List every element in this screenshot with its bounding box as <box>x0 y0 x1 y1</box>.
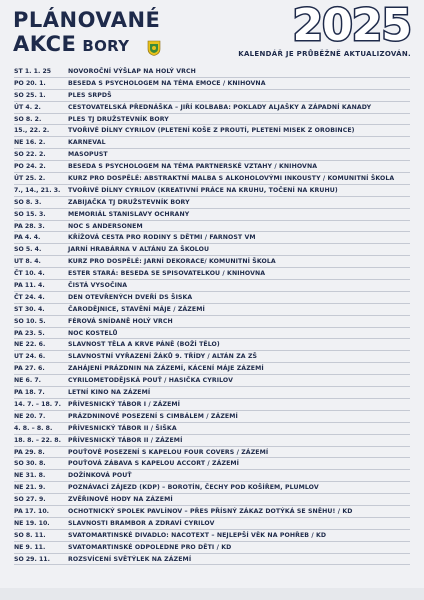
event-date: 15., 22. 2. <box>14 127 50 135</box>
event-title: DOŽÍNKOVÁ POUŤ <box>68 472 132 480</box>
list-item <box>0 292 424 304</box>
list-item <box>0 125 424 137</box>
title-akce: AKCE <box>13 32 77 56</box>
event-title: BESEDA S PSYCHOLOGEM NA TÉMA EMOCE / KNIHOVNA <box>68 79 266 87</box>
list-item <box>0 494 424 506</box>
event-title: MEMORIÁL STANISLAVY OCHRANY <box>68 210 190 218</box>
event-date: PA 17. 10. <box>14 507 49 515</box>
list-item <box>0 149 424 161</box>
list-item <box>0 423 424 435</box>
event-title: KŘÍŽOVÁ CESTA PRO RODINY S DĚTMI / FARNOST VM <box>68 234 256 242</box>
list-item <box>0 399 424 411</box>
event-date: 18. 8. – 22. 8. <box>14 436 61 444</box>
list-item <box>0 447 424 459</box>
event-title: LETNÍ KINO NA ZÁZEMÍ <box>68 389 151 397</box>
event-title: POZNÁVACÍ ZÁJEZD (KDP) – BOROTÍN, ČECHY POD KOŠÍŘEM, PLUMLOV <box>68 484 319 492</box>
event-title: ESTER STARÁ: BESEDA SE SPISOVATELKOU / KNIHOVNA <box>68 270 266 278</box>
event-title: PŘÍVESNICKÝ TÁBOR I / ZÁZEMÍ <box>68 400 181 408</box>
event-date: SO 10. 5. <box>14 317 46 325</box>
event-date: SO 8. 2. <box>14 115 42 123</box>
event-date: NE 16. 2. <box>14 139 46 147</box>
event-title: PLES TJ DRUŽSTEVNÍK BORY <box>68 115 169 123</box>
event-title: NOC KOSTELŮ <box>68 329 118 337</box>
list-item <box>0 542 424 554</box>
list-item <box>0 554 424 566</box>
event-date: NE 6. 7. <box>14 377 42 385</box>
list-item <box>0 280 424 292</box>
event-date: ST 1. 1. 25 <box>14 68 52 75</box>
list-item <box>0 482 424 494</box>
list-item <box>0 411 424 423</box>
event-title: NOVOROČNÍ VÝŠLAP NA HOLÝ VRCH <box>68 68 196 75</box>
title-line1: PLÁNOVANÉ <box>13 8 161 32</box>
event-date: 7., 14., 21. 3. <box>14 186 61 194</box>
event-date: ÚT 4. 2. <box>14 103 41 111</box>
list-item <box>0 114 424 126</box>
event-date: PA 28. 3. <box>14 222 45 230</box>
event-title: TVOŘIVÉ DÍLNY CYRILOV (KREATIVNÍ PRÁCE NA KRUHU, TOČENÍ NA KRUHU) <box>68 186 338 194</box>
list-item <box>0 173 424 185</box>
event-date: PA 29. 8. <box>14 448 45 456</box>
event-title: PRÁZDNINOVÉ POSEZENÍ S CIMBÁLEM / ZÁZEMÍ <box>68 412 238 420</box>
event-title: KARNEVAL <box>68 139 106 147</box>
event-date: NE 9. 11. <box>14 543 46 551</box>
list-item <box>0 328 424 340</box>
list-item <box>0 316 424 328</box>
event-title: NOC S ANDERSONEM <box>68 222 143 230</box>
event-date: PO 24. 2. <box>14 163 46 171</box>
event-title: TVOŘIVÉ DÍLNY CYRILOV (PLETENÍ KOŠE Z PROUTÍ, PLETENÍ MISEK Z OROBINCE) <box>68 127 355 135</box>
list-item <box>0 137 424 149</box>
event-title: MASOPUST <box>68 151 108 159</box>
list-item <box>0 102 424 114</box>
event-title: BESEDA S PSYCHOLOGEM NA TÉMA PARTNERSKÉ VZTAHY / KNIHOVNA <box>68 163 318 171</box>
title-place: BORY <box>82 37 130 55</box>
row-divider <box>14 564 410 565</box>
list-item <box>0 387 424 399</box>
event-list <box>0 66 424 565</box>
event-date: ČT 24. 4. <box>14 293 45 301</box>
event-date: NE 22. 6. <box>14 341 46 349</box>
event-date: PA 23. 5. <box>14 329 45 337</box>
list-item <box>0 209 424 221</box>
event-date: SO 8. 11. <box>14 531 46 539</box>
list-item <box>0 470 424 482</box>
event-date: SO 29. 11. <box>14 555 50 563</box>
event-date: SO 15. 3. <box>14 210 46 218</box>
event-title: ČISTÁ VYSOČINA <box>68 282 128 290</box>
event-title: DEN OTEVŘENÝCH DVEŘÍ DS ŠISKA <box>68 293 193 301</box>
event-title: ZABIJAČKA TJ DRUŽSTEVNÍK BORY <box>68 198 190 206</box>
event-title: PLES SRPDŠ <box>68 91 112 99</box>
event-date: PA 18. 7. <box>14 389 45 397</box>
update-note: KALENDÁŘ JE PRŮBĚŽNĚ AKTUALIZOVÁN. <box>238 50 411 58</box>
event-title: OCHOTNICKÝ SPOLEK PAVLÍNOV – PŘES PŘÍSNÝ ZÁKAZ DOTÝKÁ SE SNĚHU! / KD <box>68 507 353 515</box>
header <box>0 0 424 66</box>
event-title: SVATOMARTINSKÉ DIVADLO: NACOTEXT – NEJLEPŠÍ VĚK NA POHŘEB / KD <box>68 531 327 539</box>
list-item <box>0 304 424 316</box>
event-date: SO 22. 2. <box>14 151 46 159</box>
event-date: 14. 7. – 18. 7. <box>14 400 61 408</box>
list-item <box>0 351 424 363</box>
list-item <box>0 244 424 256</box>
list-item <box>0 78 424 90</box>
event-title: SLAVNOSTNÍ VYŘAZENÍ ŽÁKŮ 9. TŘÍDY / ALTÁN ZA ZŠ <box>68 353 258 361</box>
event-title: ČARODĚJNICE, STAVĚNÍ MÁJE / ZÁZEMÍ <box>68 305 205 313</box>
event-date: UT 8. 4. <box>14 258 41 266</box>
event-date: ST 30. 4. <box>14 305 45 313</box>
event-title: POUŤOVÉ POSEZENÍ S KAPELOU FOUR COVERS / ZÁZEMÍ <box>68 448 269 456</box>
list-item <box>0 435 424 447</box>
event-date: 4. 8. – 8. 8. <box>14 424 53 432</box>
list-item <box>0 90 424 102</box>
event-date: SO 27. 9. <box>14 496 46 504</box>
list-item <box>0 66 424 78</box>
event-date: PA 4. 4. <box>14 234 41 242</box>
event-title: ROZSVÍCENÍ SVĚTÝLEK NA ZÁZEMÍ <box>68 555 192 563</box>
list-item <box>0 256 424 268</box>
event-date: SO 25. 1. <box>14 91 46 99</box>
event-title: PŘÍVESNICKÝ TÁBOR II / ŠIŠKA <box>68 424 177 432</box>
event-title: CYRILOMETODĚJSKÁ POUŤ / HASIČKA CYRILOV <box>68 377 233 385</box>
list-item <box>0 221 424 233</box>
title-line2 <box>13 33 129 57</box>
list-item <box>0 161 424 173</box>
event-date: PA 27. 6. <box>14 365 45 373</box>
list-item <box>0 375 424 387</box>
event-date: NE 21. 9. <box>14 484 46 492</box>
event-date: SO 8. 3. <box>14 198 42 206</box>
event-title: SLAVNOST TĚLA A KRVE PÁNĚ (BOŽÍ TĚLO) <box>68 341 220 349</box>
event-title: PŘÍVESNICKÝ TÁBOR II / ZÁZEMÍ <box>68 436 183 444</box>
event-title: ZVĚŘINOVÉ HODY NA ZÁZEMÍ <box>68 496 173 504</box>
event-title: POUŤOVÁ ZÁBAVA S KAPELOU ACCORT / ZÁZEMÍ <box>68 460 240 468</box>
event-date: NE 31. 8. <box>14 472 46 480</box>
event-title: CESTOVATELSKÁ PŘEDNÁŠKA – JIŘÍ KOLBABA: POKLADY ALJAŠKY A ZÁPADNÍ KANADY <box>68 103 372 111</box>
event-date: PA 11. 4. <box>14 282 45 290</box>
event-title: KURZ PRO DOSPĚLÉ: JARNÍ DEKORACE/ KOMUNITNÍ ŠKOLA <box>68 258 276 266</box>
event-date: ČT 10. 4. <box>14 270 45 278</box>
event-date: SO 5. 4. <box>14 246 42 254</box>
list-item <box>0 339 424 351</box>
event-date: PO 20. 1. <box>14 79 46 87</box>
list-item <box>0 506 424 518</box>
event-date: NE 20. 7. <box>14 412 46 420</box>
event-title: FÉROVÁ SNÍDANĚ HOLÝ VRCH <box>68 317 173 325</box>
list-item <box>0 185 424 197</box>
list-item <box>0 518 424 530</box>
event-title: KURZ PRO DOSPĚLÉ: ABSTRAKTNÍ MALBA S ALKOHOLOVÝMI INKOUSTY / KOMUNITNÍ ŠKOLA <box>68 175 395 183</box>
event-date: UT 24. 6. <box>14 353 46 361</box>
event-date: ÚT 25. 2. <box>14 175 46 183</box>
event-title: SVATOMARTINSKÉ ODPOLEDNE PRO DĚTI / KD <box>68 543 232 551</box>
footer-bar <box>0 588 424 600</box>
list-item <box>0 458 424 470</box>
list-item <box>0 268 424 280</box>
event-title: ZAHÁJENÍ PRÁZDNIN NA ZÁZEMÍ, KÁCENÍ MÁJE ZÁZEMÍ <box>68 365 264 373</box>
list-item <box>0 530 424 542</box>
event-date: SO 30. 8. <box>14 460 46 468</box>
list-item <box>0 197 424 209</box>
list-item <box>0 232 424 244</box>
list-item <box>0 363 424 375</box>
year: 2025 <box>292 0 411 51</box>
event-title: JARNÍ HRABÁRNA V ALTÁNU ZA ŠKOLOU <box>68 246 210 254</box>
municipal-crest-icon <box>147 40 161 56</box>
event-date: NE 19. 10. <box>14 519 50 527</box>
event-title: SLAVNOSTI BRAMBOR A ZDRAVÍ CYRILOV <box>68 519 215 527</box>
